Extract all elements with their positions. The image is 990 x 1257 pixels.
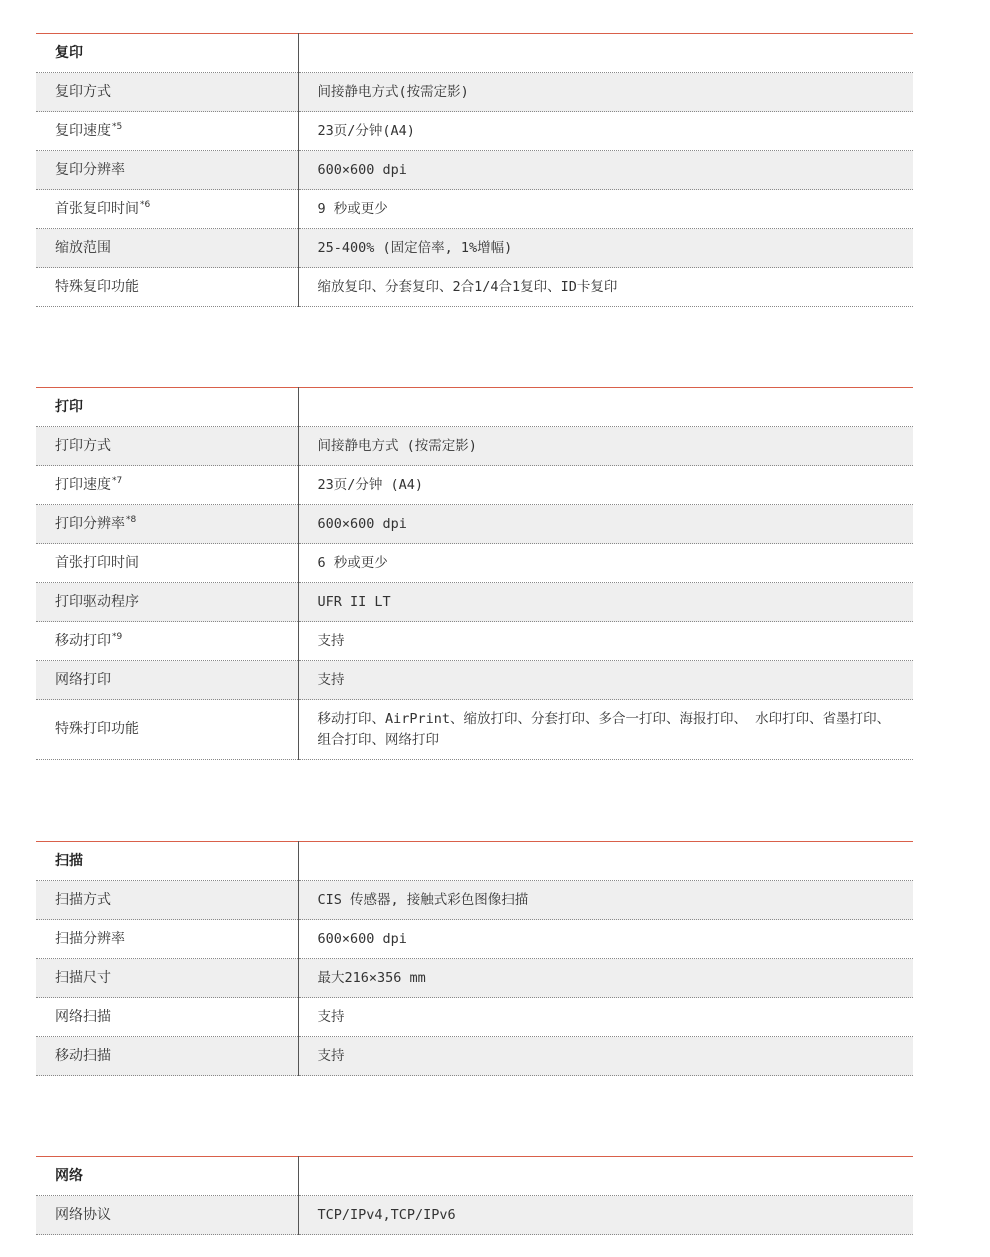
copy-spec-table <box>36 33 913 307</box>
table-row <box>36 920 913 959</box>
row-value: 间接静电方式 (按需定影) <box>298 427 913 466</box>
table-row <box>36 700 913 760</box>
table-row <box>36 505 913 544</box>
row-label: 打印分辨率$^{*8}$ <box>36 505 298 544</box>
table-row <box>36 427 913 466</box>
row-label: 打印方式 <box>36 427 298 466</box>
row-value: 600×600 dpi <box>298 505 913 544</box>
row-value: 6 秒或更少 <box>298 544 913 583</box>
table-header-row <box>36 842 913 881</box>
row-value: 25-400% (固定倍率, 1%增幅) <box>298 229 913 268</box>
row-label: 网络扫描 <box>36 998 298 1037</box>
footnote-marker: *6 <box>140 199 151 210</box>
section-title: 复印 <box>36 34 298 73</box>
footnote-marker: *5 <box>112 121 123 132</box>
row-value: UFR II LT <box>298 583 913 622</box>
row-label: 扫描方式 <box>36 881 298 920</box>
row-value: 最大216×356 mm <box>298 959 913 998</box>
table-row <box>36 268 913 307</box>
scan-spec-table <box>36 841 913 1076</box>
row-label: 首张打印时间 <box>36 544 298 583</box>
row-value: 支持 <box>298 622 913 661</box>
row-label: 打印驱动程序 <box>36 583 298 622</box>
table-header-row <box>36 34 913 73</box>
row-value: CIS 传感器, 接触式彩色图像扫描 <box>298 881 913 920</box>
row-value: 移动打印、AirPrint、缩放打印、分套打印、多合一打印、海报打印、 水印打印、省墨打印、组合打印、网络打印 <box>298 700 913 760</box>
print-spec-table <box>36 387 913 760</box>
row-label: 扫描分辨率 <box>36 920 298 959</box>
row-value: 23页/分钟(A4) <box>298 112 913 151</box>
table-row <box>36 73 913 112</box>
section-title-blank <box>298 34 913 73</box>
section-title-blank <box>298 1157 913 1196</box>
network-spec-table <box>36 1156 913 1235</box>
table-row <box>36 190 913 229</box>
row-label: 特殊打印功能 <box>36 700 298 760</box>
row-label: 首张复印时间$^{*6}$ <box>36 190 298 229</box>
footnote-marker: *9 <box>112 631 123 642</box>
table-row <box>36 622 913 661</box>
table-row <box>36 998 913 1037</box>
table-row <box>36 661 913 700</box>
row-value: TCP/IPv4,TCP/IPv6 <box>298 1196 913 1235</box>
row-label: 移动扫描 <box>36 1037 298 1076</box>
row-label: 复印速度$^{*5}$ <box>36 112 298 151</box>
row-value: 9 秒或更少 <box>298 190 913 229</box>
row-label: 复印方式 <box>36 73 298 112</box>
section-title-blank <box>298 842 913 881</box>
section-title: 扫描 <box>36 842 298 881</box>
table-row <box>36 1196 913 1235</box>
table-row <box>36 151 913 190</box>
table-row <box>36 881 913 920</box>
row-value: 600×600 dpi <box>298 920 913 959</box>
row-label: 扫描尺寸 <box>36 959 298 998</box>
footnote-marker: *7 <box>112 475 123 486</box>
table-row <box>36 466 913 505</box>
section-title-blank <box>298 388 913 427</box>
table-row <box>36 1037 913 1076</box>
row-label: 缩放范围 <box>36 229 298 268</box>
row-label: 网络打印 <box>36 661 298 700</box>
row-label: 网络协议 <box>36 1196 298 1235</box>
table-row <box>36 959 913 998</box>
footnote-marker: *8 <box>126 514 137 525</box>
table-row <box>36 112 913 151</box>
table-header-row <box>36 388 913 427</box>
row-value: 600×600 dpi <box>298 151 913 190</box>
row-value: 缩放复印、分套复印、2合1/4合1复印、ID卡复印 <box>298 268 913 307</box>
section-title: 打印 <box>36 388 298 427</box>
row-label: 复印分辨率 <box>36 151 298 190</box>
row-label: 特殊复印功能 <box>36 268 298 307</box>
table-header-row <box>36 1157 913 1196</box>
table-row <box>36 229 913 268</box>
table-row <box>36 583 913 622</box>
row-value: 支持 <box>298 661 913 700</box>
row-value: 支持 <box>298 998 913 1037</box>
row-label: 打印速度$^{*7}$ <box>36 466 298 505</box>
row-value: 支持 <box>298 1037 913 1076</box>
row-label: 移动打印$^{*9}$ <box>36 622 298 661</box>
table-row <box>36 544 913 583</box>
row-value: 23页/分钟 (A4) <box>298 466 913 505</box>
section-title: 网络 <box>36 1157 298 1196</box>
row-value: 间接静电方式(按需定影) <box>298 73 913 112</box>
